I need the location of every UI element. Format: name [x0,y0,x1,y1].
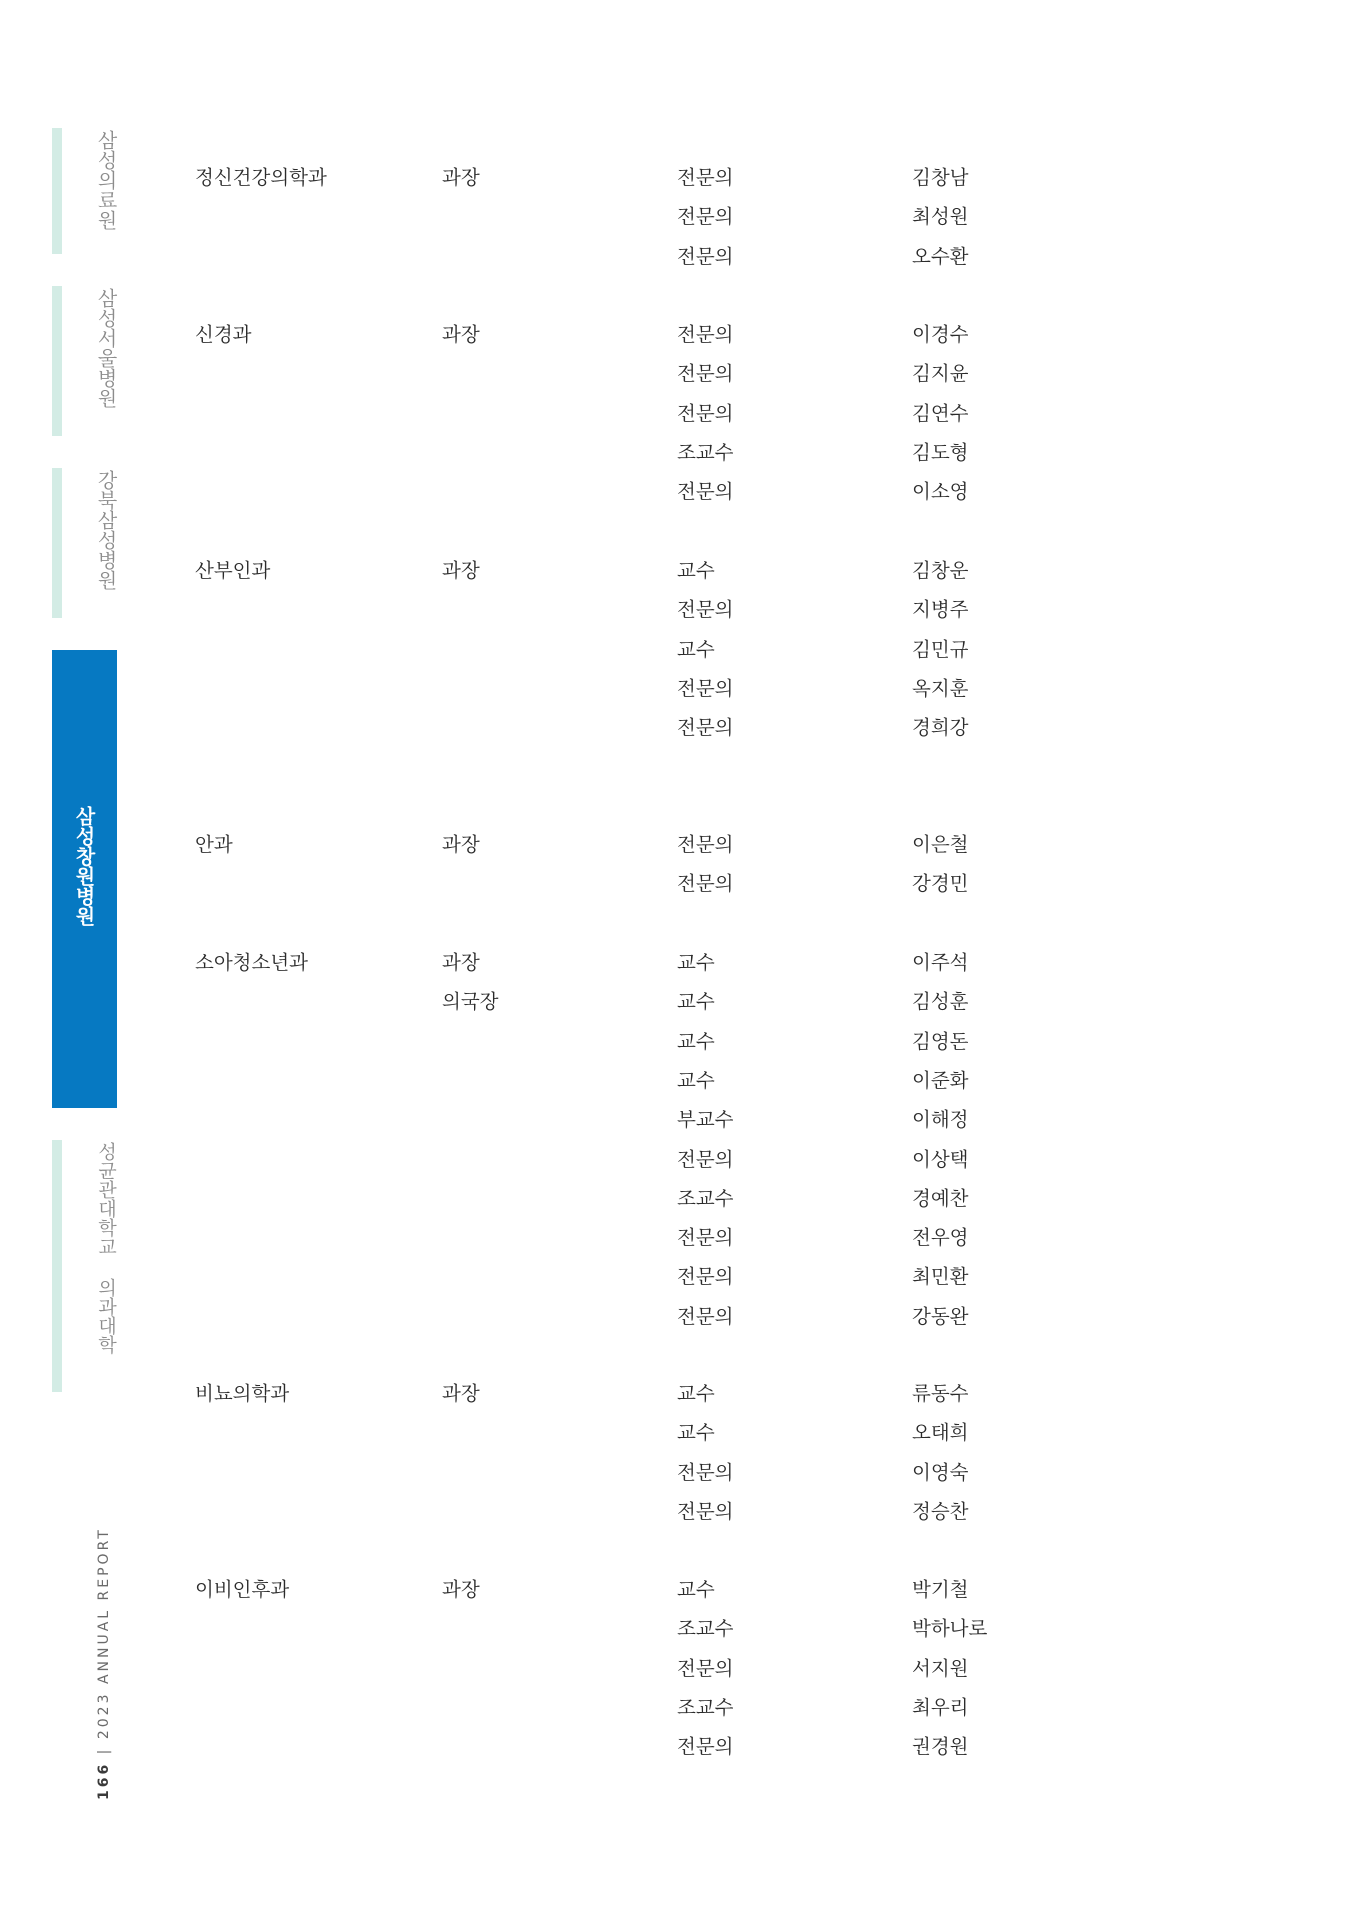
staff-title: 교수 [677,1578,715,1601]
staff-title: 전문의 [677,716,734,739]
staff-name: 서지원 [912,1657,969,1680]
staff-name: 최성원 [912,205,969,228]
staff-title: 전문의 [677,1148,734,1171]
staff-name: 김민규 [912,638,969,661]
staff-name: 권경원 [912,1735,969,1758]
staff-name: 최우리 [912,1696,969,1719]
staff-name: 이해정 [912,1108,969,1131]
department-name: 신경과 [195,323,252,346]
staff-title: 조교수 [677,1187,734,1210]
staff-title: 전문의 [677,872,734,895]
staff-title: 전문의 [677,1735,734,1758]
staff-title: 교수 [677,951,715,974]
staff-title: 조교수 [677,1617,734,1640]
staff-title: 전문의 [677,402,734,425]
staff-role: 과장 [442,951,480,974]
page-number: 166 [96,1761,112,1800]
staff-role: 과장 [442,166,480,189]
staff-name: 김창남 [912,166,969,189]
staff-title: 전문의 [677,677,734,700]
staff-name: 김지윤 [912,362,969,385]
sidebar-tab-skku-medicine[interactable]: 성균관대학교 의과대학 [95,1142,117,1354]
sidebar-tab-bar [52,128,62,254]
staff-name: 류동수 [912,1382,969,1405]
page-footer [96,1527,112,1800]
staff-title: 조교수 [677,441,734,464]
staff-role: 과장 [442,1382,480,1405]
staff-title: 전문의 [677,1226,734,1249]
staff-title: 전문의 [677,245,734,268]
staff-role: 과장 [442,833,480,856]
staff-name: 김도형 [912,441,969,464]
staff-title: 교수 [677,638,715,661]
staff-title: 전문의 [677,1305,734,1328]
staff-title: 전문의 [677,480,734,503]
staff-name: 박기철 [912,1578,969,1601]
staff-name: 이은철 [912,833,969,856]
sidebar-tab-bar [52,1140,62,1392]
staff-role: 과장 [442,323,480,346]
staff-role: 과장 [442,1578,480,1601]
department-name: 산부인과 [195,559,271,582]
footer-separator: | [96,1746,112,1755]
staff-title: 전문의 [677,598,734,621]
staff-name: 김성훈 [912,990,969,1013]
department-name: 소아청소년과 [195,951,309,974]
staff-name: 옥지훈 [912,677,969,700]
department-name: 비뇨의학과 [195,1382,290,1405]
sidebar-tab-kangbuk-samsung-hospital[interactable]: 강북삼성병원 [94,470,118,590]
staff-title: 전문의 [677,833,734,856]
sidebar-tab-bar [52,286,62,436]
staff-name: 김연수 [912,402,969,425]
staff-role: 과장 [442,559,480,582]
staff-name: 박하나로 [912,1617,988,1640]
staff-title: 부교수 [677,1108,734,1131]
department-name: 정신건강의학과 [195,166,327,189]
staff-title: 전문의 [677,166,734,189]
staff-name: 전우영 [912,1226,969,1249]
staff-name: 이준화 [912,1069,969,1092]
staff-name: 강경민 [912,872,969,895]
department-name: 안과 [195,833,233,856]
staff-title: 교수 [677,559,715,582]
department-name: 이비인후과 [195,1578,290,1601]
staff-name: 최민환 [912,1265,969,1288]
staff-title: 교수 [677,1069,715,1092]
staff-name: 강동완 [912,1305,969,1328]
staff-title: 전문의 [677,1500,734,1523]
staff-title: 전문의 [677,323,734,346]
staff-name: 이경수 [912,323,969,346]
staff-name: 김창운 [912,559,969,582]
staff-name: 김영돈 [912,1030,969,1053]
staff-title: 전문의 [677,1657,734,1680]
staff-name: 이상택 [912,1148,969,1171]
staff-title: 전문의 [677,1461,734,1484]
staff-role: 의국장 [442,990,499,1013]
staff-title: 전문의 [677,205,734,228]
staff-title: 전문의 [677,1265,734,1288]
sidebar-tab-samsung-seoul-hospital[interactable]: 삼성서울병원 [94,288,118,408]
staff-title: 교수 [677,1030,715,1053]
staff-name: 이소영 [912,480,969,503]
staff-title: 교수 [677,990,715,1013]
report-title: 2023 ANNUAL REPORT [96,1527,112,1740]
staff-title: 조교수 [677,1696,734,1719]
staff-name: 정승찬 [912,1500,969,1523]
staff-name: 경희강 [912,716,969,739]
sidebar-tab-samsung-medical-center[interactable]: 삼성의료원 [94,130,118,230]
staff-name: 오수환 [912,245,969,268]
sidebar-tab-samsung-changwon-hospital[interactable]: 삼성창원병원 [72,806,96,926]
sidebar-tab-bar [52,468,62,618]
staff-name: 경예찬 [912,1187,969,1210]
staff-title: 교수 [677,1382,715,1405]
staff-title: 전문의 [677,362,734,385]
staff-title: 교수 [677,1421,715,1444]
staff-name: 지병주 [912,598,969,621]
staff-name: 이주석 [912,951,969,974]
staff-name: 오태희 [912,1421,969,1444]
staff-name: 이영숙 [912,1461,969,1484]
